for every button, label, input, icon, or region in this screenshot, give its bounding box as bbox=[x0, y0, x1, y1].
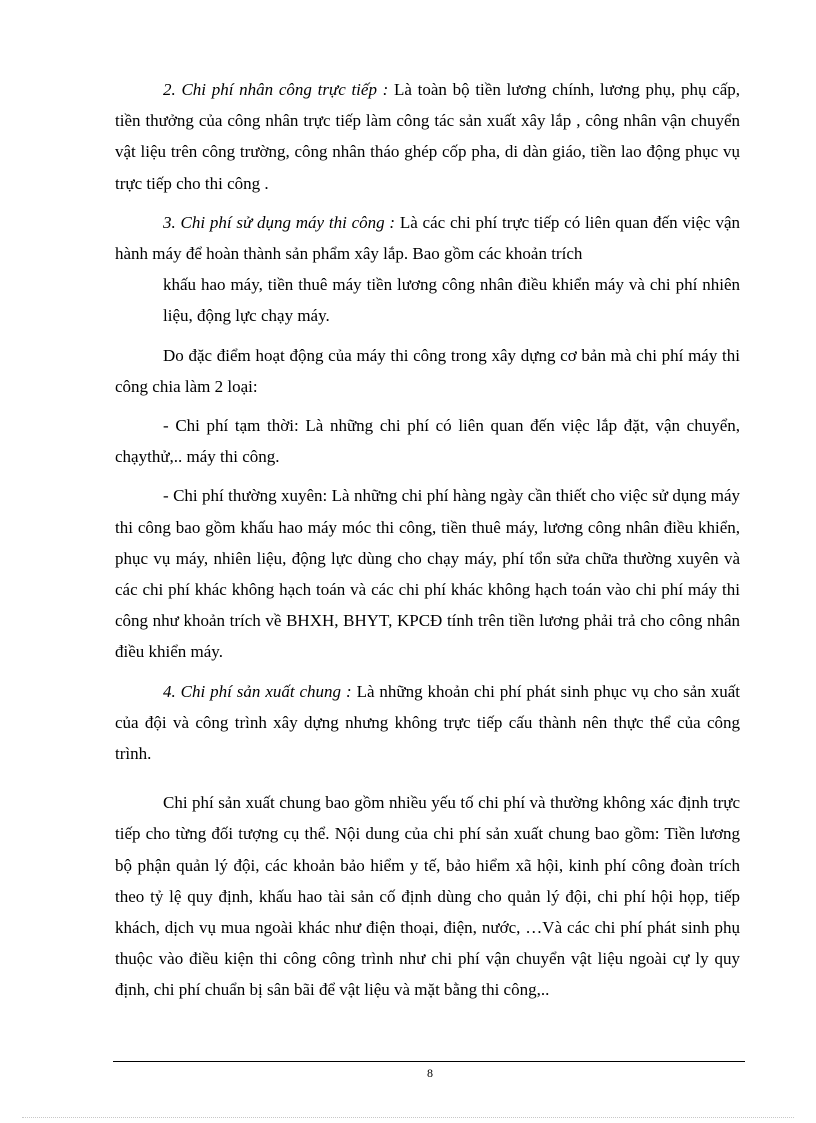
paragraph-text: Do đặc điểm hoạt động của máy thi công trong xây dựng cơ bản mà chi phí máy thi công chia làm 2 loại: bbox=[115, 345, 740, 396]
page-number: 8 bbox=[427, 1066, 433, 1080]
paragraph-machine-cost-types bbox=[115, 340, 740, 402]
paragraph-recurring-cost bbox=[115, 480, 740, 667]
paragraph-text: Chi phí sản xuất chung bao gồm nhiều yếu tố chi phí và thường không xác định trực tiếp cho từng đối tượng cụ thể. Nội dung của chi phí sản xuất chung bao gồm: Tiền lương bộ phận quản lý đội, các khoản bảo hiểm y tế, bảo hiểm xã hội, kinh phí công đoàn trích theo tỷ lệ quy định, khấu hao tài sản cố định dùng cho quản lý đội, chi phí hội họp, tiếp khách, dịch vụ mua ngoài khác như điện thoại, điện, nước, …Và các chi phí phát sinh phụ thuộc vào điều kiện thi công công trình như chi phí vận chuyển vật liệu ngoài cự ly quy định, chi phí chuẩn bị sân bãi để vật liệu và mặt bằng thi công,.. bbox=[115, 793, 740, 1000]
paragraph-general-cost-details bbox=[115, 787, 740, 1005]
section-heading: 3. Chi phí sử dụng máy thi công : bbox=[163, 212, 396, 232]
document-body bbox=[115, 74, 740, 1006]
paragraph-general-production-cost bbox=[115, 676, 740, 770]
paragraph-text: khấu hao máy, tiền thuê máy tiền lương công nhân điều khiển máy và chi phí nhiên liệu, động lực chạy máy. bbox=[163, 275, 740, 326]
paragraph-machine-cost bbox=[115, 207, 740, 269]
paragraph-text: Là toàn bộ tiền lương chính, lương phụ, phụ cấp, tiền thưởng của công nhân trực tiếp làm công tác sản xuất xây lắp , công nhân vận chuyển vật liệu trên công trường, công nhân tháo ghép cốp pha, di dàn giáo, tiền lao động phục vụ trực tiếp cho thi công . bbox=[115, 80, 740, 193]
footer-divider bbox=[113, 1061, 745, 1062]
paragraph-machine-cost-continued bbox=[115, 269, 740, 331]
paragraph-text: Là các chi phí trực tiếp có liên quan đến việc vận hành máy để hoàn thành sản phẩm xây lắp. Bao gồm các khoản trích bbox=[115, 212, 740, 264]
paragraph-text: - Chi phí tạm thời: Là những chi phí có liên quan đến việc lắp đặt, vận chuyển, chạythử,.. máy thi công. bbox=[115, 416, 740, 467]
paragraph-direct-labor-cost bbox=[115, 74, 740, 199]
page-bottom-border bbox=[22, 1117, 794, 1118]
paragraph-text: - Chi phí thường xuyên: Là những chi phí hàng ngày cần thiết cho việc sử dụng máy thi công bao gồm khấu hao máy móc thi công, tiền thuê máy, lương công nhân điều khiển, phục vụ máy, nhiên liệu, động lực dùng cho chạy máy, phí tổn sửa chữa thường xuyên và các chi phí khác không hạch toán và các chi phí khác không hạch toán vào chi phí máy thi công như khoản trích về BHXH, BHYT, KPCĐ tính trên tiền lương phải trả cho công nhân điều khiển máy. bbox=[115, 486, 740, 662]
paragraph-temporary-cost bbox=[115, 410, 740, 472]
section-heading: 2. Chi phí nhân công trực tiếp : bbox=[163, 80, 389, 99]
paragraph-text: Là những khoản chi phí phát sinh phục vụ cho sản xuất của đội và công trình xây dựng nhưng không trực tiếp cấu thành nên thực thể của công trình. bbox=[115, 681, 740, 764]
section-heading: 4. Chi phí sản xuất chung : bbox=[163, 681, 352, 701]
